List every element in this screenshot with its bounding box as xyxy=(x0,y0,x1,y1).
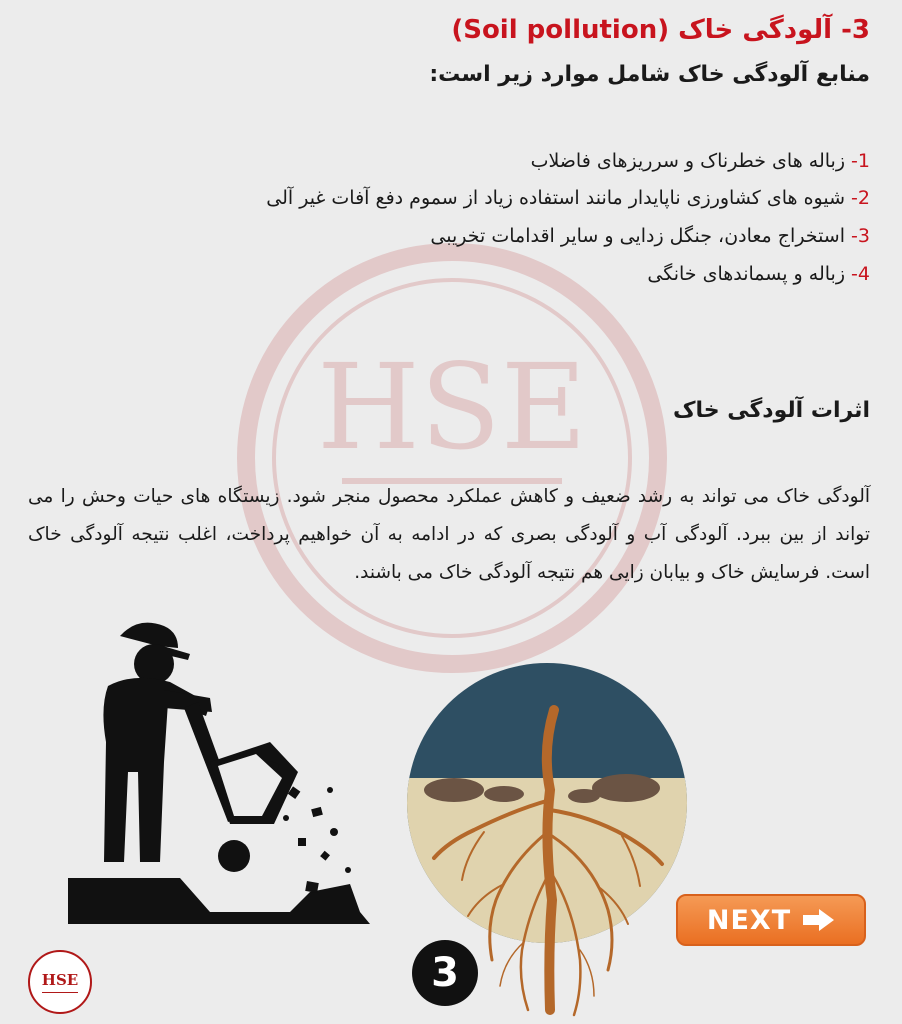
next-label: NEXT xyxy=(706,904,792,936)
list-item: 3- استخراج معادن، جنگل زدایی و سایر اقدامات تخریبی xyxy=(430,225,870,247)
sources-list xyxy=(28,142,870,293)
logo-text: HSE xyxy=(41,971,79,989)
arrow-right-icon xyxy=(801,908,835,932)
list-item: 2- شیوه های کشاورزی ناپایدار مانند استفاده زیاد از سموم دفع آفات غیر آلی xyxy=(266,187,870,209)
watermark-text: HSE xyxy=(317,338,587,476)
list-item: 1- زباله های خطرناک و سرریزهای فاضلاب xyxy=(530,150,870,172)
worker-wheelbarrow-icon xyxy=(60,612,400,924)
effects-heading: اثرات آلودگی خاک xyxy=(672,398,870,423)
section-title: 3- آلودگی خاک (Soil pollution) xyxy=(451,15,870,45)
list-item: 4- زباله و پسماندهای خانگی xyxy=(647,263,870,285)
sources-intro: منابع آلودگی خاک شامل موارد زیر است: xyxy=(429,62,870,87)
effects-paragraph: آلودگی خاک می تواند به رشد ضعیف و کاهش عملکرد محصول منجر شود. زیستگاه های حیات وحش را می تواند از بین ببرد. آلودگی آب و آلودگی بصری که در ادامه به آن خواهیم پرداخت، اغلب نتیجه آلودگی خاک است. فرسایش خاک و بیابان زایی هم نتیجه آلودگی خاک می باشند. xyxy=(28,486,870,583)
hse-logo-icon xyxy=(28,950,92,1014)
next-button[interactable] xyxy=(676,894,866,946)
page-number-badge: 3 xyxy=(412,940,478,1006)
